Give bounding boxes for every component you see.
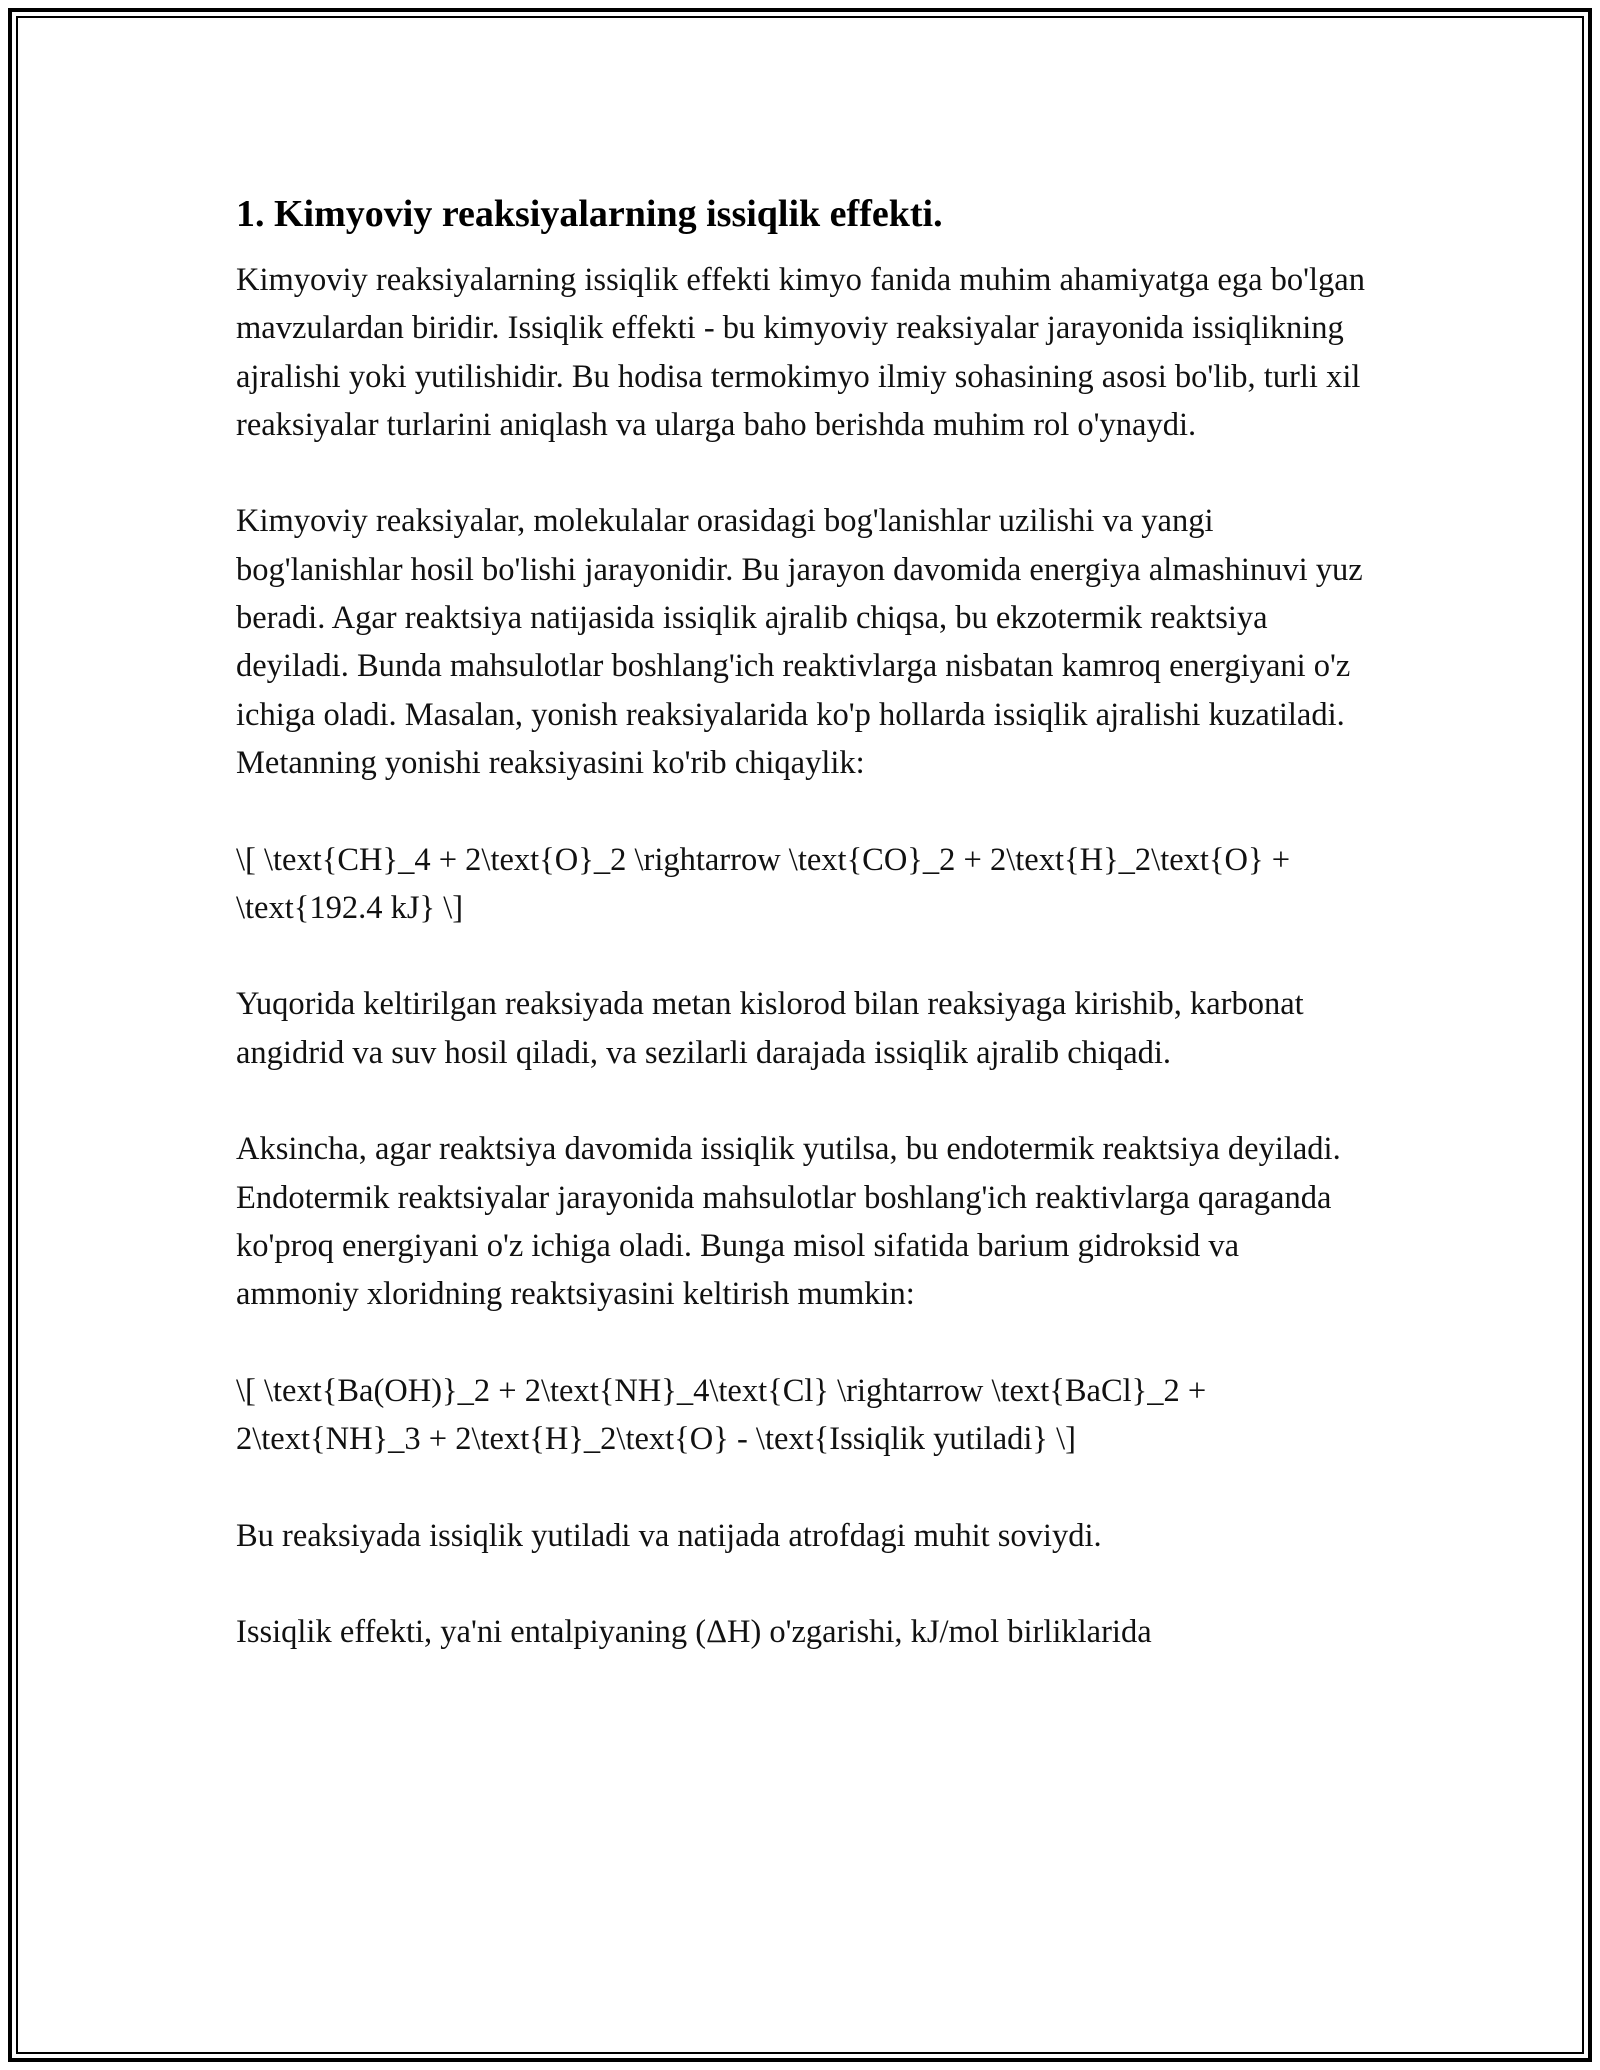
equation-methane-combustion: \[ \text{CH}_4 + 2\text{O}_2 \rightarrow \text{CO}_2 + 2\text{H}_2\text{O} + \text{192.4 kJ} \] (236, 841, 1291, 926)
paragraph-enthalpy: Issiqlik effekti, ya'ni entalpiyaning (ΔH) o'zgarishi, kJ/mol birliklarida (236, 1614, 1152, 1651)
section-heading: 1. Kimyoviy reaksiyalarning issiqlik effekti. (236, 193, 943, 235)
paragraph-cooling: Bu reaksiyada issiqlik yutiladi va natijada atrofdagi muhit soviydi. (236, 1517, 1102, 1554)
paragraph-endothermic: Aksincha, agar reaktsiya davomida issiqlik yutilsa, bu endotermik reaktsiya deyiladi. Endotermik reaktsiyalar jarayonida mahsulotlar boshlang'ich reaktivlarga qaraganda ko'proq energiyani o'z ichiga oladi. Bunga misol sifatida barium gidroksid va ammoniy xloridning reaktsiyasini keltirish mumkin: (236, 1131, 1341, 1313)
paragraph-intro: Kimyoviy reaksiyalarning issiqlik effekti kimyo fanida muhim ahamiyatga ega bo'lgan mavzulardan biridir. Issiqlik effekti - bu kimyoviy reaksiyalar jarayonida issiqlikning ajralishi yoki yutilishidir. Bu hodisa termokimyo ilmiy sohasining asosi bo'lib, turli xil reaksiyalar turlarini aniqlash va ularga baho berishda muhim rol o'ynaydi. (236, 262, 1365, 443)
paragraph-methane-explanation: Yuqorida keltirilgan reaksiyada metan kislorod bilan reaksiyaga kirishib, karbonat angidrid va suv hosil qiladi, va sezilarli darajada issiqlik ajralib chiqadi. (236, 986, 1304, 1071)
paragraph-exothermic: Kimyoviy reaksiyalar, molekulalar orasidagi bog'lanishlar uzilishi va yangi bog'lanishlar hosil bo'lishi jarayonidir. Bu jarayon davomida energiya almashinuvi yuz beradi. Agar reaktsiya natijasida issiqlik ajralib chiqsa, bu ekzotermik reaktsiya deyiladi. Bunda mahsulotlar boshlang'ich reaktivlarga nisbatan kamroq energiyani o'z ichiga oladi. Masalan, yonish reaksiyalarida ko'p hollarda issiqlik ajralishi kuzatiladi. Metanning yonishi reaksiyasini ko'rib chiqaylik: (236, 503, 1363, 781)
equation-barium-hydroxide: \[ \text{Ba(OH)}_2 + 2\text{NH}_4\text{Cl} \rightarrow \text{BaCl}_2 + 2\text{NH}_3 + 2\text{H}_2\text{O} - \text{Issiqlik yutiladi} \] (236, 1372, 1207, 1458)
document-body (236, 186, 1366, 1657)
